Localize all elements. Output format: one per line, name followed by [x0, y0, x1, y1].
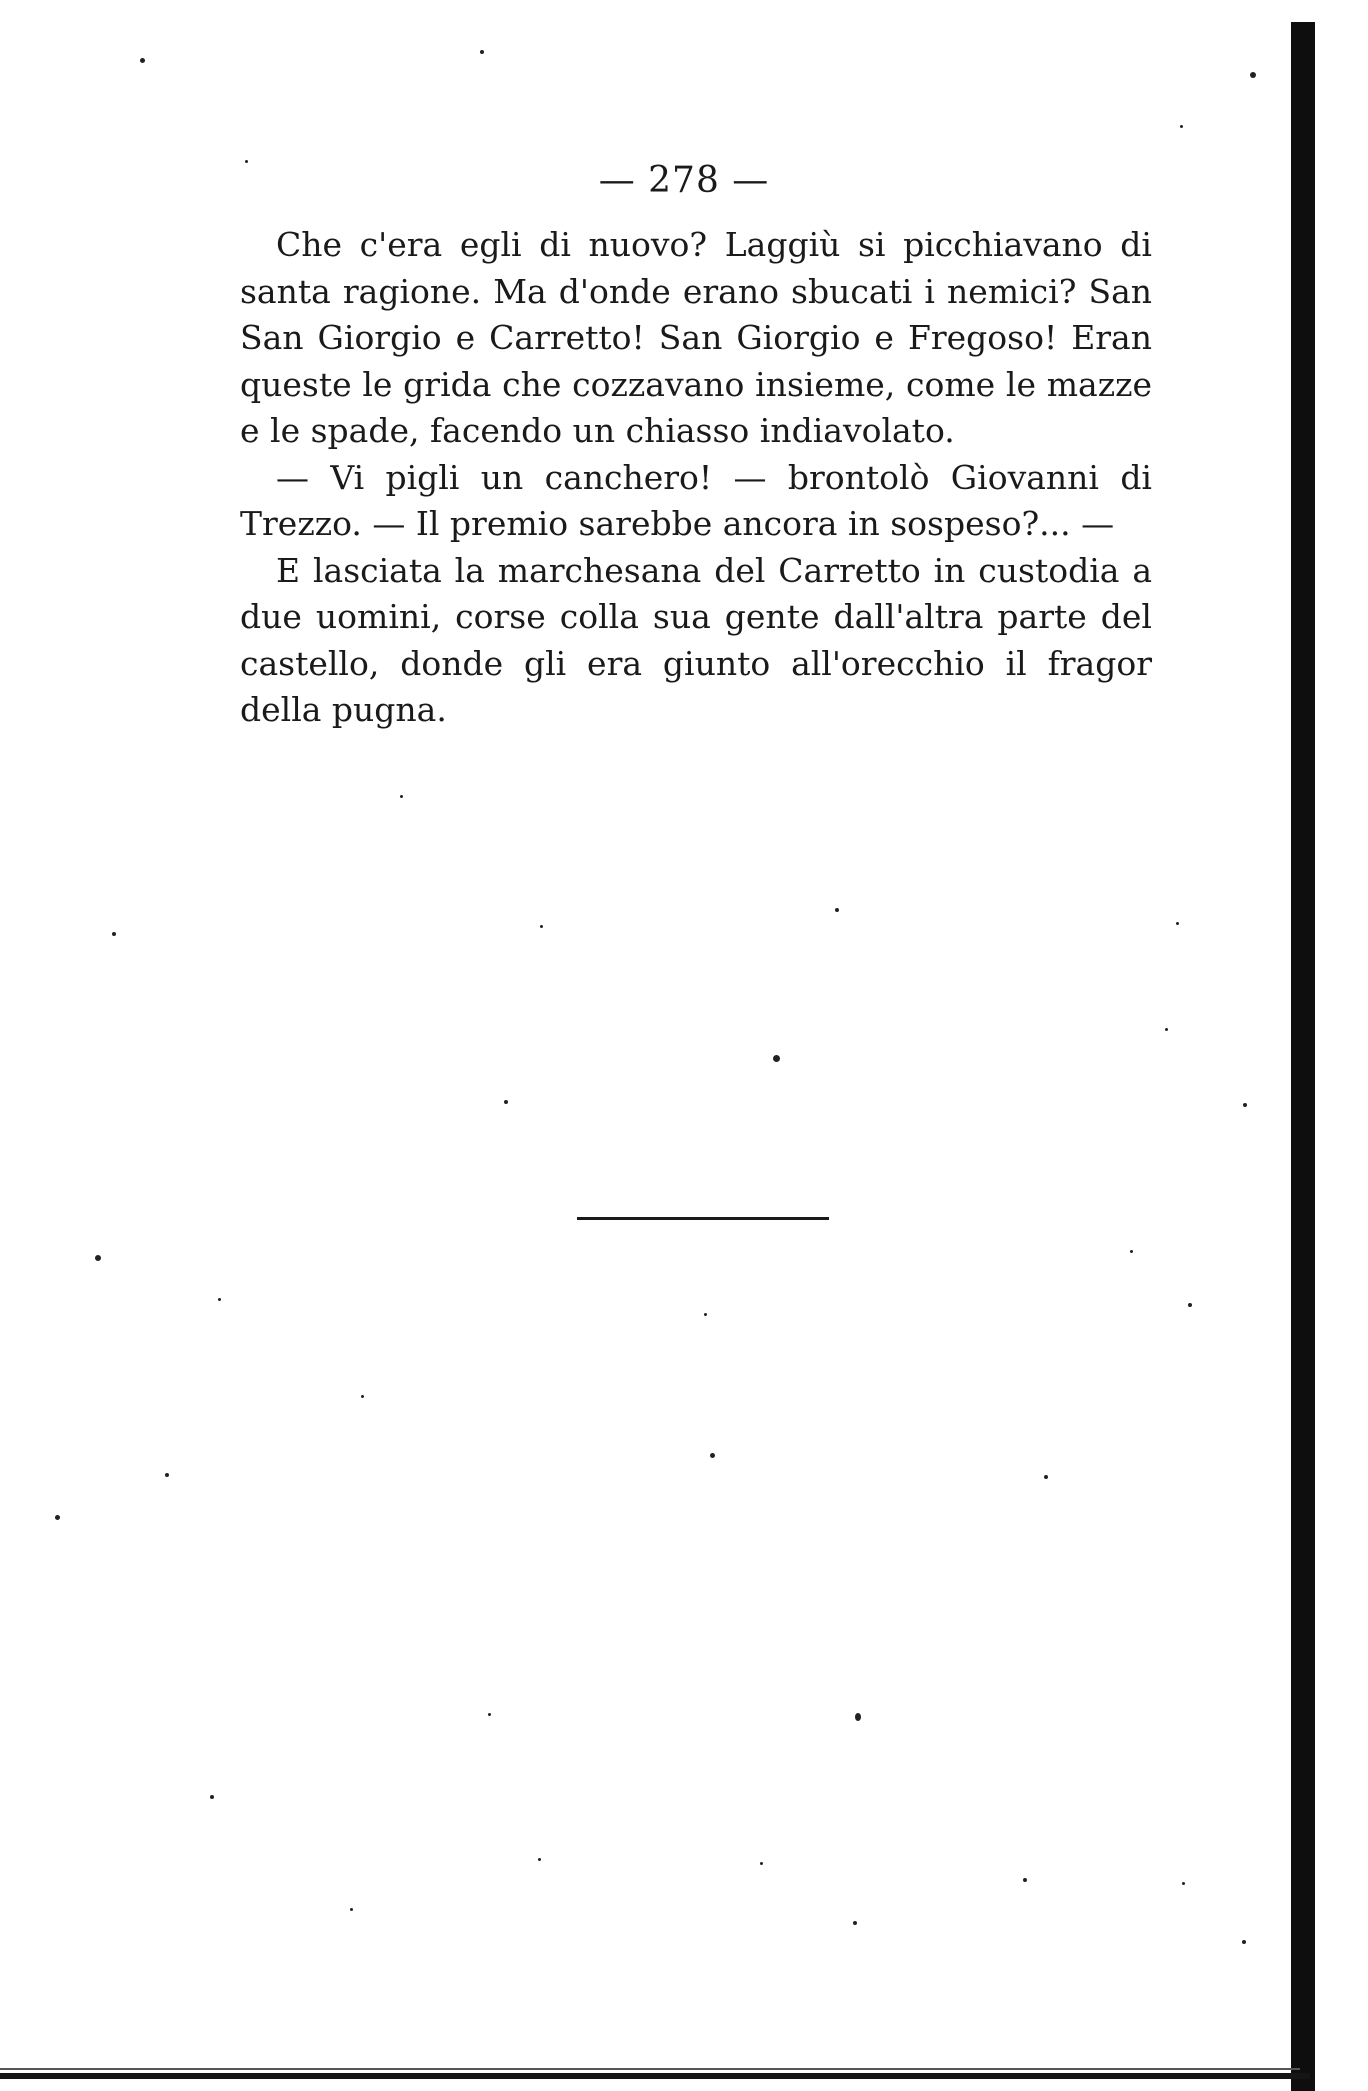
scan-edge-bottom-thin	[0, 2068, 1300, 2070]
scan-edge-bottom	[0, 2073, 1310, 2079]
section-end-rule	[577, 1217, 829, 1220]
page-number: — 278 —	[598, 160, 770, 201]
paragraph-2: — Vi pigli un canchero! — brontolò Giovanni di Trezzo. — Il premio sarebbe ancora in sospeso?... —	[240, 457, 1152, 543]
body-text	[240, 222, 1152, 734]
paragraph-3: E lasciata la marchesana del Carretto in custodia a due uomini, corse colla sua gente dall'altra parte del castello, donde gli era giunto all'orecchio il fragor della pugna.	[240, 550, 1152, 729]
scan-edge-right	[1291, 22, 1315, 2091]
paragraph-1: Che c'era egli di nuovo? Laggiù si picchiavano di santa ragione. Ma d'onde erano sbucati i nemici? San San Giorgio e Carretto! San Giorgio e Fregoso! Eran queste le grida che cozzavano insieme, come le mazze e le spade, facendo un chiasso indiavolato.	[240, 225, 1152, 450]
